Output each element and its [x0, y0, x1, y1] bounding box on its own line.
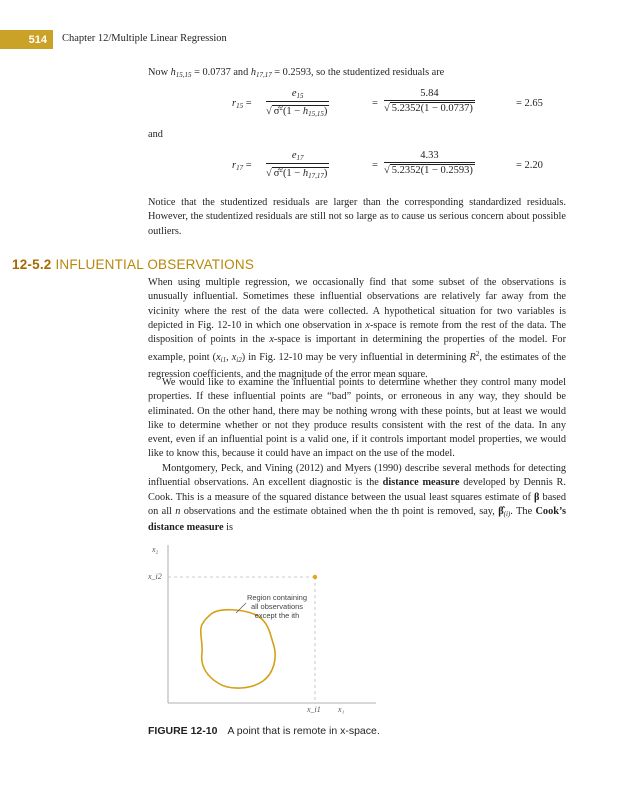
- p1-xi1-sub: i1: [220, 356, 227, 365]
- observation-region: [201, 610, 275, 688]
- h17-sub: 17,17: [255, 71, 272, 79]
- p1-text-e: , the estimates of the regression coefficients, and the magnitude of the error mean square.: [148, 352, 567, 380]
- paragraph-cooks-distance: [148, 462, 566, 535]
- eq17-den-h-sub: 17,17: [308, 172, 324, 180]
- eq15-den2: 5.2352(1 − 0.0737): [391, 103, 473, 114]
- eq15-num2: 5.84: [384, 88, 475, 101]
- p3-n: n: [175, 505, 181, 517]
- eq17-den-end: ): [323, 168, 328, 179]
- p3-text-f: is: [223, 522, 234, 534]
- eq15-result: = 2.65: [516, 98, 543, 109]
- caption-label: FIGURE 12-10: [148, 725, 218, 737]
- p3-text-c: based on all: [148, 491, 566, 517]
- y-tick-label: x_i2: [148, 572, 162, 581]
- p1-x-a: x: [365, 319, 370, 331]
- h17-symbol: h: [250, 67, 256, 78]
- eq17-den2: 5.2352(1 − 0.2593): [391, 165, 473, 176]
- eq17-num2: 4.33: [384, 150, 475, 163]
- x-axis-label: x₁: [338, 705, 345, 714]
- figure-12-10: [148, 545, 378, 715]
- paragraph-influential-1: [148, 276, 566, 382]
- p3-beta-i: β̂: [498, 505, 504, 517]
- paragraph-influential-2: We would like to examine the influential points to determine whether they control many model properties. If these influential points are “bad” points, or erroneous in any way, they should be eliminated. On the other hand, there may be nothing wrong with these points, but at least we would like to determine whether or not they produce results consistent with the rest of the data. In any event, even if an influential point is a valid one, if it controls important model properties, we would like to know this, because it could have an impact on the use of the model.: [148, 377, 566, 460]
- equation-r17: $r_{17}$ = $\frac{e_{17}}{√ \sigmâ^2(1 - h_{17,17})}$ = $\frac{4.33}{√ 5.2352(1 - 0.2593)}$ = 2.20: [232, 150, 543, 180]
- equation-r15: $r_{15}$ = $\frac{e_{15}}{√ \sigmâ^2(1 - h_{15,15})}$ = $\frac{5.84}{√ 5.2352(1 - 0.0737)}$ = 2.65: [232, 88, 543, 118]
- eq15-frac-1: $\frac{e_{15}}{√ \sigmâ^2(1 - h_{15,15})}$: [266, 88, 328, 118]
- p1-R-sup: 2: [475, 350, 480, 359]
- y-axis-label: x₂: [152, 545, 159, 554]
- eq15-sigma-sup: 2: [279, 104, 283, 112]
- eq15-lhs: r: [232, 98, 237, 109]
- p1-text-c: -space is important in determining the properties of the model. For example, point (: [148, 334, 566, 364]
- eq15-den-end: ): [323, 106, 328, 117]
- p3-text-d: observations and the estimate obtained when the th point is removed, say,: [180, 505, 499, 517]
- eq17-sigma: σ̂: [273, 168, 280, 179]
- caption-text: A point that is remote in x-space.: [227, 725, 380, 737]
- p3-bold-distance: distance measure: [382, 477, 460, 489]
- eq15-lhs-sub: 15: [236, 102, 244, 110]
- eq15-den-h-sub: 15,15: [308, 110, 324, 118]
- p1-x-b: x: [269, 334, 274, 346]
- eq17-den-mid: (1 −: [282, 168, 303, 179]
- intro-text: Now: [148, 67, 171, 78]
- region-label: [232, 593, 322, 620]
- region-label-line-3: except the ith: [254, 611, 300, 620]
- p1-xi2: x: [231, 352, 237, 364]
- figure-caption: [148, 721, 380, 739]
- eq17-den-h: h: [302, 168, 309, 179]
- p1-R: R: [469, 352, 476, 364]
- figure-svg: [148, 545, 378, 715]
- eq15-num-sub: 15: [296, 92, 304, 100]
- intro-value-1: = 0.0737 and: [191, 67, 251, 78]
- notice-paragraph: Notice that the studentized residuals are larger than the corresponding standardized residuals. However, the studentized residuals are still not so large as to cause us serious concern about possible outliers.: [148, 197, 566, 237]
- p1-comma: ,: [226, 352, 232, 364]
- region-label-line-1: Region containing: [246, 593, 308, 602]
- region-label-line-2: all observations: [250, 602, 304, 611]
- intro-sentence: [148, 66, 568, 82]
- eq17-lhs: r: [232, 160, 237, 171]
- eq17-frac-1: $\frac{e_{17}}{√ \sigmâ^2(1 - h_{17,17})}$: [266, 150, 328, 180]
- p1-xi2-sub: i2: [236, 356, 242, 365]
- p1-text-d: ) in Fig. 12-10 may be very influential in determining: [241, 352, 470, 364]
- x-tick-label: x_i1: [307, 705, 321, 714]
- p3-beta: β: [534, 491, 540, 503]
- eq17-num: e: [291, 150, 297, 161]
- p1-text-b: -space is remote from the rest of the data. The disposition of points in the: [148, 319, 566, 346]
- h15-symbol: h: [170, 67, 176, 78]
- p3-beta-i-sub: (i): [503, 509, 511, 518]
- eq17-frac-2: $\frac{4.33}{√ 5.2352(1 - 0.2593)}$: [384, 150, 473, 176]
- p3-text-e: . The: [510, 505, 536, 517]
- eq17-sigma-sup: 2: [279, 166, 283, 174]
- p1-text-a: When using multiple regression, we occasionally find that some subset of the observations is unusually influential. Sometimes these influential observations are relatively far away from the vicinity where the rest of the data were collected. A hypothetical situation for two variables is depicted in Fig. 12-10 in which one observation in: [148, 277, 566, 331]
- eq15-den-h: h: [302, 106, 309, 117]
- eq17-result: = 2.20: [516, 160, 543, 171]
- and-word: and: [148, 129, 163, 140]
- section-number: 12-5.2: [12, 257, 52, 272]
- page-number: 514: [28, 33, 47, 46]
- section-title: INFLUENTIAL OBSERVATIONS: [55, 257, 255, 272]
- section-heading: [12, 257, 254, 272]
- eq15-sigma: σ̂: [273, 106, 280, 117]
- eq15-frac-2: $\frac{5.84}{√ 5.2352(1 - 0.0737)}$: [384, 88, 473, 114]
- intro-value-2: = 0.2593, so the studentized residuals are: [271, 67, 445, 78]
- eq17-num-sub: 17: [296, 154, 304, 162]
- h15-sub: 15,15: [175, 71, 192, 79]
- eq15-den-mid: (1 −: [282, 106, 303, 117]
- p1-xi1: x: [216, 352, 221, 364]
- p3-text-b: developed by Dennis R. Cook. This is a measure of the squared distance between the usual least squares estimate of: [148, 477, 566, 503]
- remote-point: [313, 575, 317, 579]
- running-title: Chapter 12/Multiple Linear Regression: [62, 33, 227, 44]
- eq17-lhs-sub: 17: [236, 164, 244, 172]
- page-number-badge: [0, 30, 53, 49]
- p3-text-a: Montgomery, Peck, and Vining (2012) and Myers (1990) describe several methods for detecting influential observations. An excellent diagnostic is the: [148, 463, 566, 489]
- p3-bold-cooks: Cook’s distance measure: [148, 505, 566, 534]
- eq15-num: e: [291, 88, 297, 99]
